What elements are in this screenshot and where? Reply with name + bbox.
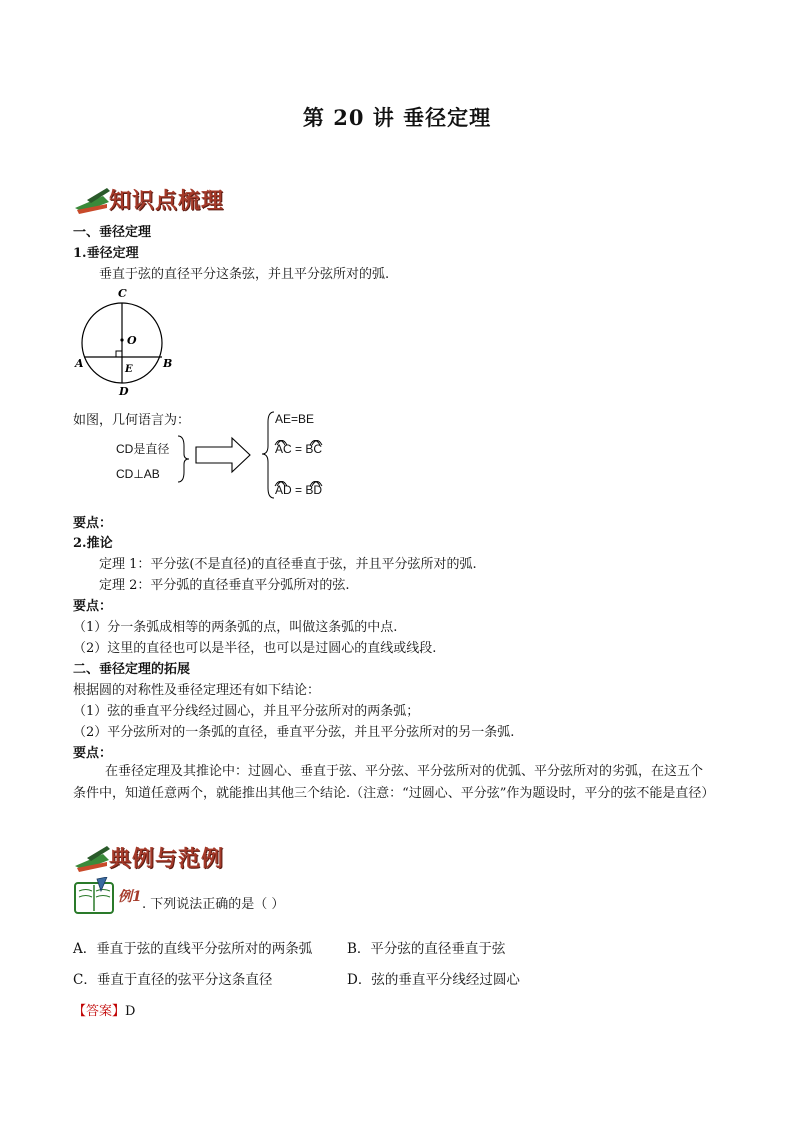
knowledge-banner [73, 182, 273, 216]
implies-figure [176, 434, 256, 484]
example-question: . 下列说法正确的是（ ） [142, 897, 285, 912]
label-a: A [75, 357, 84, 370]
conclusion-ae-be: AE=BE [275, 412, 315, 426]
option-b: B．平分弦的直径垂直于弦 [347, 941, 506, 957]
arc-marks-1 [274, 436, 334, 446]
conclusion-1: （1）弦的垂直平分线经过圆心，并且平分弦所对的两条弧； [73, 704, 420, 719]
arc-marks-2 [274, 477, 334, 487]
theorem-1: 定理 1：平分弦(不是直径)的直径垂直于弦，并且平分弦所对的弧. [99, 557, 477, 572]
condition-perpendicular: CD⊥AB [116, 467, 160, 481]
keypoints-label-2: 要点： [73, 599, 113, 614]
conclusion-arc-ad-bd: AD = BD [275, 483, 323, 497]
section2-heading: 二、垂径定理的拓展 [73, 662, 191, 677]
label-b: B [163, 357, 173, 370]
geo-intro: 如图，几何语言为： [73, 413, 191, 428]
page-title: 第 20 讲 垂径定理 [302, 105, 492, 130]
label-e: E [125, 364, 133, 375]
option-a: A．垂直于弦的直线平分弦所对的两条弧 [73, 941, 313, 957]
section1-sub1: 1.垂径定理 [73, 246, 139, 261]
theorem-2: 定理 2：平分弧的直径垂直平分弧所对的弦. [99, 578, 350, 593]
circle-figure [70, 285, 180, 400]
examples-banner-text: 典例与范例 [109, 847, 225, 872]
notebook-icon [73, 877, 119, 915]
answer-row [73, 1000, 135, 1019]
answer-value: D [125, 1004, 136, 1019]
conclusion-2: （2）平分弦所对的一条弧的直径，垂直平分弦，并且平分弦所对的另一条弧. [73, 725, 515, 740]
option-c: C．垂直于直径的弦平分这条直径 [73, 972, 273, 988]
option-d: D．弦的垂直平分线经过圆心 [347, 972, 520, 988]
keypoints-label-3: 要点： [73, 746, 113, 761]
label-o: O [127, 334, 137, 347]
keypoint-2: （2）这里的直径也可以是半径，也可以是过圆心的直线或线段. [73, 641, 437, 656]
section1-sub2: 2.推论 [73, 536, 113, 551]
knowledge-banner-text: 知识点梳理 [109, 189, 225, 214]
section1-heading: 一、垂径定理 [73, 225, 152, 240]
pen-book-icon [73, 840, 113, 874]
condition-diameter: CD是直径 [116, 442, 170, 456]
conclusion-arc-ac-bc: AC = BC [275, 442, 323, 456]
keypoints-label-1: 要点： [73, 516, 113, 531]
pen-book-icon [73, 182, 113, 216]
section2-intro: 根据圆的对称性及垂径定理还有如下结论： [73, 683, 321, 698]
label-d: D [119, 385, 129, 398]
examples-banner [73, 840, 273, 874]
example-tag: 例1 [118, 889, 142, 905]
label-c: C [118, 287, 127, 300]
section1-statement: 垂直于弦的直径平分这条弦，并且平分弦所对的弧. [99, 267, 390, 282]
section2-note: 在垂径定理及其推论中：过圆心、垂直于弦、平分弦、平分弦所对的优弧、平分弦所对的劣弧，在这五个条件中，知道任意两个，就能推出其他三个结论.（注意：“过圆心、平分弦”作为题设时，平分的弦不能是直径） [73, 764, 715, 801]
keypoint-1: （1）分一条弧成相等的两条弧的点，叫做这条弧的中点. [73, 620, 398, 635]
answer-label: 【答案】 [73, 1004, 126, 1019]
